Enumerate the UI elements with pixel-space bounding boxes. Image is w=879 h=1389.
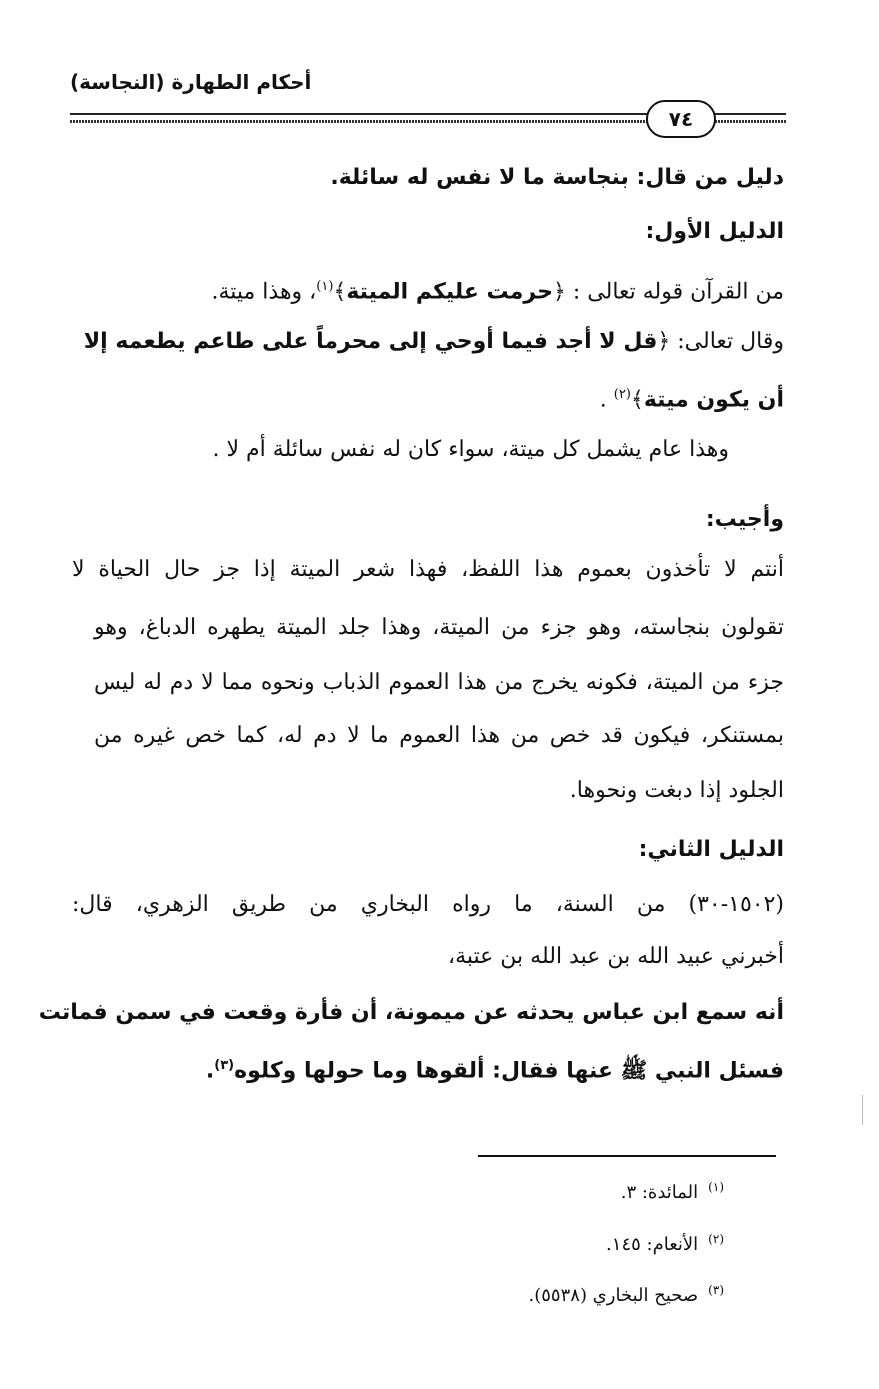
footnote-text: صحيح البخاري (٥٥٣٨). [528, 1285, 699, 1306]
text-span: . [205, 1058, 215, 1084]
hadith-line-2: أخبرني عبيد الله بن عبد الله بن عتبة، [448, 944, 784, 969]
answer-line-5: الجلود إذا دبغت ونحوها. [569, 778, 784, 803]
quran-line-1 [72, 272, 784, 307]
answer-line-2: تقولون بنجاسته، وهو جزء من الميتة، وهذا جلد الميتة يطهره الدباغ، وهو [94, 615, 785, 640]
text-span: . [599, 387, 614, 413]
running-title: أحكام الطهارة (النجاسة) [70, 70, 312, 94]
section-heading: دليل من قال: بنجاسة ما لا نفس له سائلة. [330, 165, 784, 190]
text-span: ﴾ [333, 279, 347, 305]
verse-text: أن يكون ميتة [643, 387, 784, 413]
hadith-text: فسئل النبي ﷺ عنها فقال: ألقوها وما حولها وكلوه [234, 1058, 784, 1084]
page-number: ٧٤ [646, 100, 716, 138]
footnote-text: الأنعام: ١٤٥. [606, 1234, 699, 1255]
answer-title: وأجيب: [705, 507, 784, 532]
quran-line-3 [72, 380, 784, 415]
footnote-ref: (٣) [214, 1058, 235, 1073]
text-span: ، وهذا ميتة. [211, 279, 317, 305]
proof-two-title: الدليل الثاني: [638, 837, 784, 862]
scan-edge-mark [862, 1095, 863, 1125]
quran-line-2 [72, 327, 784, 357]
generality-line: وهذا عام يشمل كل ميتة، سواء كان له نفس سائلة أم لا . [212, 437, 729, 462]
footnote-1 [621, 1180, 724, 1203]
answer-line-4: بمستنكر، فيكون قد خص من هذا العموم ما لا دم له، كما خص غيره من [94, 723, 784, 748]
footnote-2 [606, 1232, 724, 1255]
answer-line-3: جزء من الميتة، فكونه يخرج من هذا العموم الذباب ونحوه مما لا دم له ليس [94, 670, 784, 695]
hadith-line-1: (١٥٠٢-٣٠) من السنة، ما رواه البخاري من طريق الزهري، قال: [72, 892, 784, 917]
text-span: من القرآن قوله تعالى : ﴿ [552, 279, 784, 305]
footnote-3 [529, 1283, 724, 1306]
hadith-line-4 [72, 1051, 784, 1086]
hadith-line-3: أنه سمع ابن عباس يحدثه عن ميمونة، أن فأرة وقعت في سمن فماتت [38, 1000, 784, 1025]
text-span: ﴾ [630, 387, 644, 413]
footnote-number: (١) [708, 1180, 724, 1194]
answer-line-1: أنتم لا تأخذون بعموم هذا اللفظ، فهذا شعر الميتة إذا جز حال الحياة لا [72, 557, 784, 582]
footnote-ref: (١) [316, 279, 334, 294]
footnote-number: (٢) [708, 1232, 724, 1246]
footnote-number: (٣) [708, 1283, 724, 1297]
footnote-text: المائدة: ٣. [620, 1182, 699, 1203]
footnote-separator [478, 1155, 776, 1157]
proof-one-title: الدليل الأول: [645, 219, 784, 244]
text-span: وقال تعالى: ﴿ [657, 329, 784, 354]
verse-text: حرمت عليكم الميتة [346, 279, 553, 305]
footnote-ref: (٢) [613, 387, 631, 402]
verse-text: قل لا أجد فيما أوحي إلى محرماً على طاعم يطعمه إلا [83, 329, 658, 354]
